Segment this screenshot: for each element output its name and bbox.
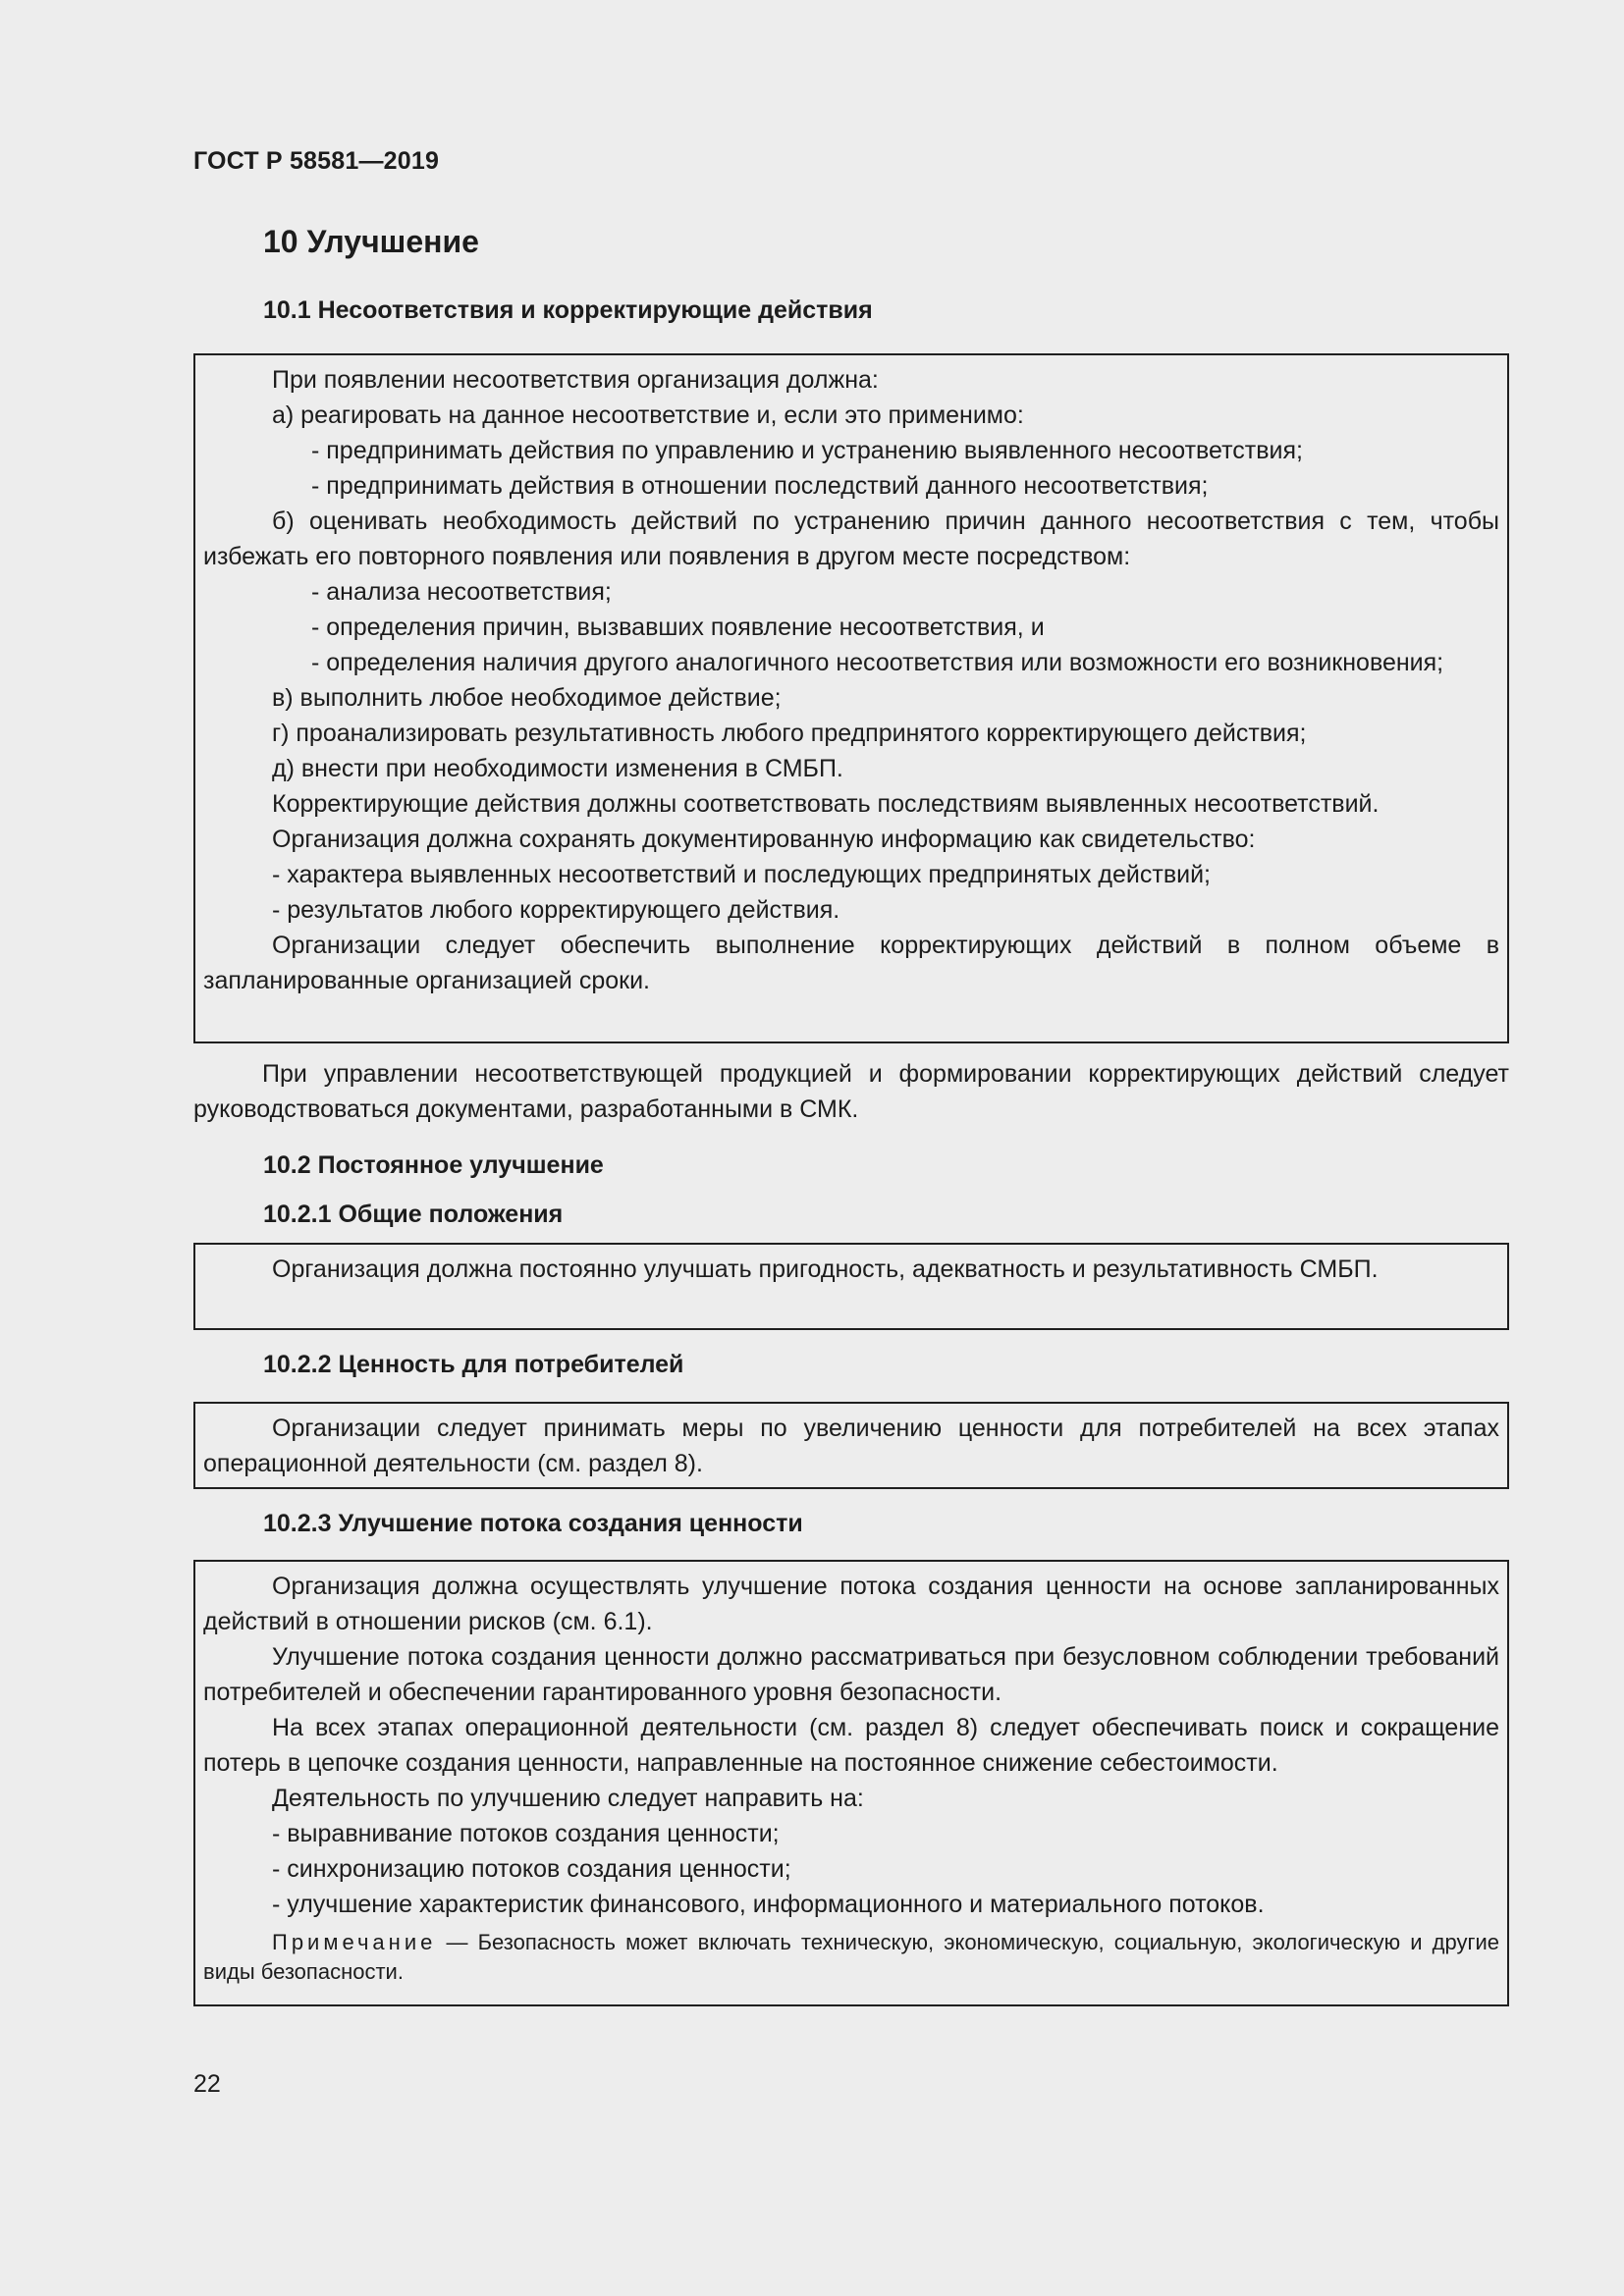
- paragraph: При появлении несоответствия организация должна:: [272, 366, 879, 394]
- note-label: Примечание: [272, 1930, 437, 1954]
- paragraph: Деятельность по улучшению следует направить на:: [272, 1785, 864, 1812]
- subsection-title-10-2-1: 10.2.1 Общие положения: [263, 1201, 564, 1228]
- list-item: в) выполнить любое необходимое действие;: [272, 684, 782, 712]
- guidance-paragraph: [193, 1056, 1509, 1127]
- requirements-box-10-2-3: [193, 1560, 1509, 2006]
- section-title: 10 Улучшение: [263, 224, 479, 259]
- list-item: - выравнивание потоков создания ценности;: [272, 1820, 780, 1847]
- paragraph: При управлении несоответствующей продукцией и формировании корректирующих действий следует руководствоваться документами, разработанными в СМК.: [193, 1060, 1509, 1123]
- list-item: - определения наличия другого аналогичного несоответствия или возможности его возникновения;: [311, 649, 1444, 676]
- subsection-title-10-2: 10.2 Постоянное улучшение: [263, 1151, 604, 1179]
- list-item: - характера выявленных несоответствий и последующих предпринятых действий;: [272, 861, 1211, 888]
- list-item: - улучшение характеристик финансового, информационного и материального потоков.: [272, 1891, 1265, 1918]
- paragraph: На всех этапах операционной деятельности (см. раздел 8) следует обеспечивать поиск и сокращение потерь в цепочке создания ценности, направленные на постоянное снижение себестоимости.: [203, 1714, 1499, 1777]
- note: [203, 1928, 1499, 1987]
- note-text: — Безопасность может включать техническую, экономическую, социальную, экологическую и другие виды безопасности.: [203, 1930, 1499, 1984]
- list-item: - результатов любого корректирующего действия.: [272, 896, 840, 924]
- subsection-title-10-2-2: 10.2.2 Ценность для потребителей: [263, 1351, 684, 1378]
- paragraph: Корректирующие действия должны соответствовать последствиям выявленных несоответствий.: [272, 790, 1380, 818]
- list-item: - определения причин, вызвавших появление несоответствия, и: [311, 614, 1045, 641]
- list-item: б) оценивать необходимость действий по устранению причин данного несоответствия с тем, чтобы избежать его повторного появления или появления в другом месте посредством:: [203, 507, 1499, 570]
- subsection-title-10-1: 10.1 Несоответствия и корректирующие действия: [263, 296, 873, 324]
- requirements-box-10-2-2: [193, 1402, 1509, 1489]
- list-item: - синхронизацию потоков создания ценности;: [272, 1855, 791, 1883]
- subsection-title-10-2-3: 10.2.3 Улучшение потока создания ценности: [263, 1510, 803, 1537]
- list-item: д) внести при необходимости изменения в СМБП.: [272, 755, 843, 782]
- paragraph: Организации следует обеспечить выполнение корректирующих действий в полном объеме в запланированные организацией сроки.: [203, 932, 1499, 994]
- standard-header: ГОСТ Р 58581—2019: [193, 147, 440, 175]
- list-item: - анализа несоответствия;: [311, 578, 612, 606]
- paragraph: Организация должна осуществлять улучшение потока создания ценности на основе запланированных действий в отношении рисков (см. 6.1).: [203, 1573, 1499, 1635]
- requirements-box-10-1: [193, 353, 1509, 1043]
- list-item: а) реагировать на данное несоответствие и, если это применимо:: [272, 401, 1024, 429]
- paragraph: Улучшение потока создания ценности должно рассматриваться при безусловном соблюдении требований потребителей и обеспечении гарантированного уровня безопасности.: [203, 1643, 1499, 1706]
- list-item: г) проанализировать результативность любого предпринятого корректирующего действия;: [272, 720, 1307, 747]
- paragraph: Организации следует принимать меры по увеличению ценности для потребителей на всех этапах операционной деятельности (см. раздел 8).: [203, 1415, 1499, 1477]
- page-number: 22: [193, 2070, 221, 2098]
- paragraph: Организация должна постоянно улучшать пригодность, адекватность и результативность СМБП.: [272, 1255, 1379, 1283]
- requirements-box-10-2-1: [193, 1243, 1509, 1330]
- list-item: - предпринимать действия в отношении последствий данного несоответствия;: [311, 472, 1209, 500]
- list-item: - предпринимать действия по управлению и устранению выявленного несоответствия;: [311, 437, 1303, 464]
- paragraph: Организация должна сохранять документированную информацию как свидетельство:: [272, 826, 1256, 853]
